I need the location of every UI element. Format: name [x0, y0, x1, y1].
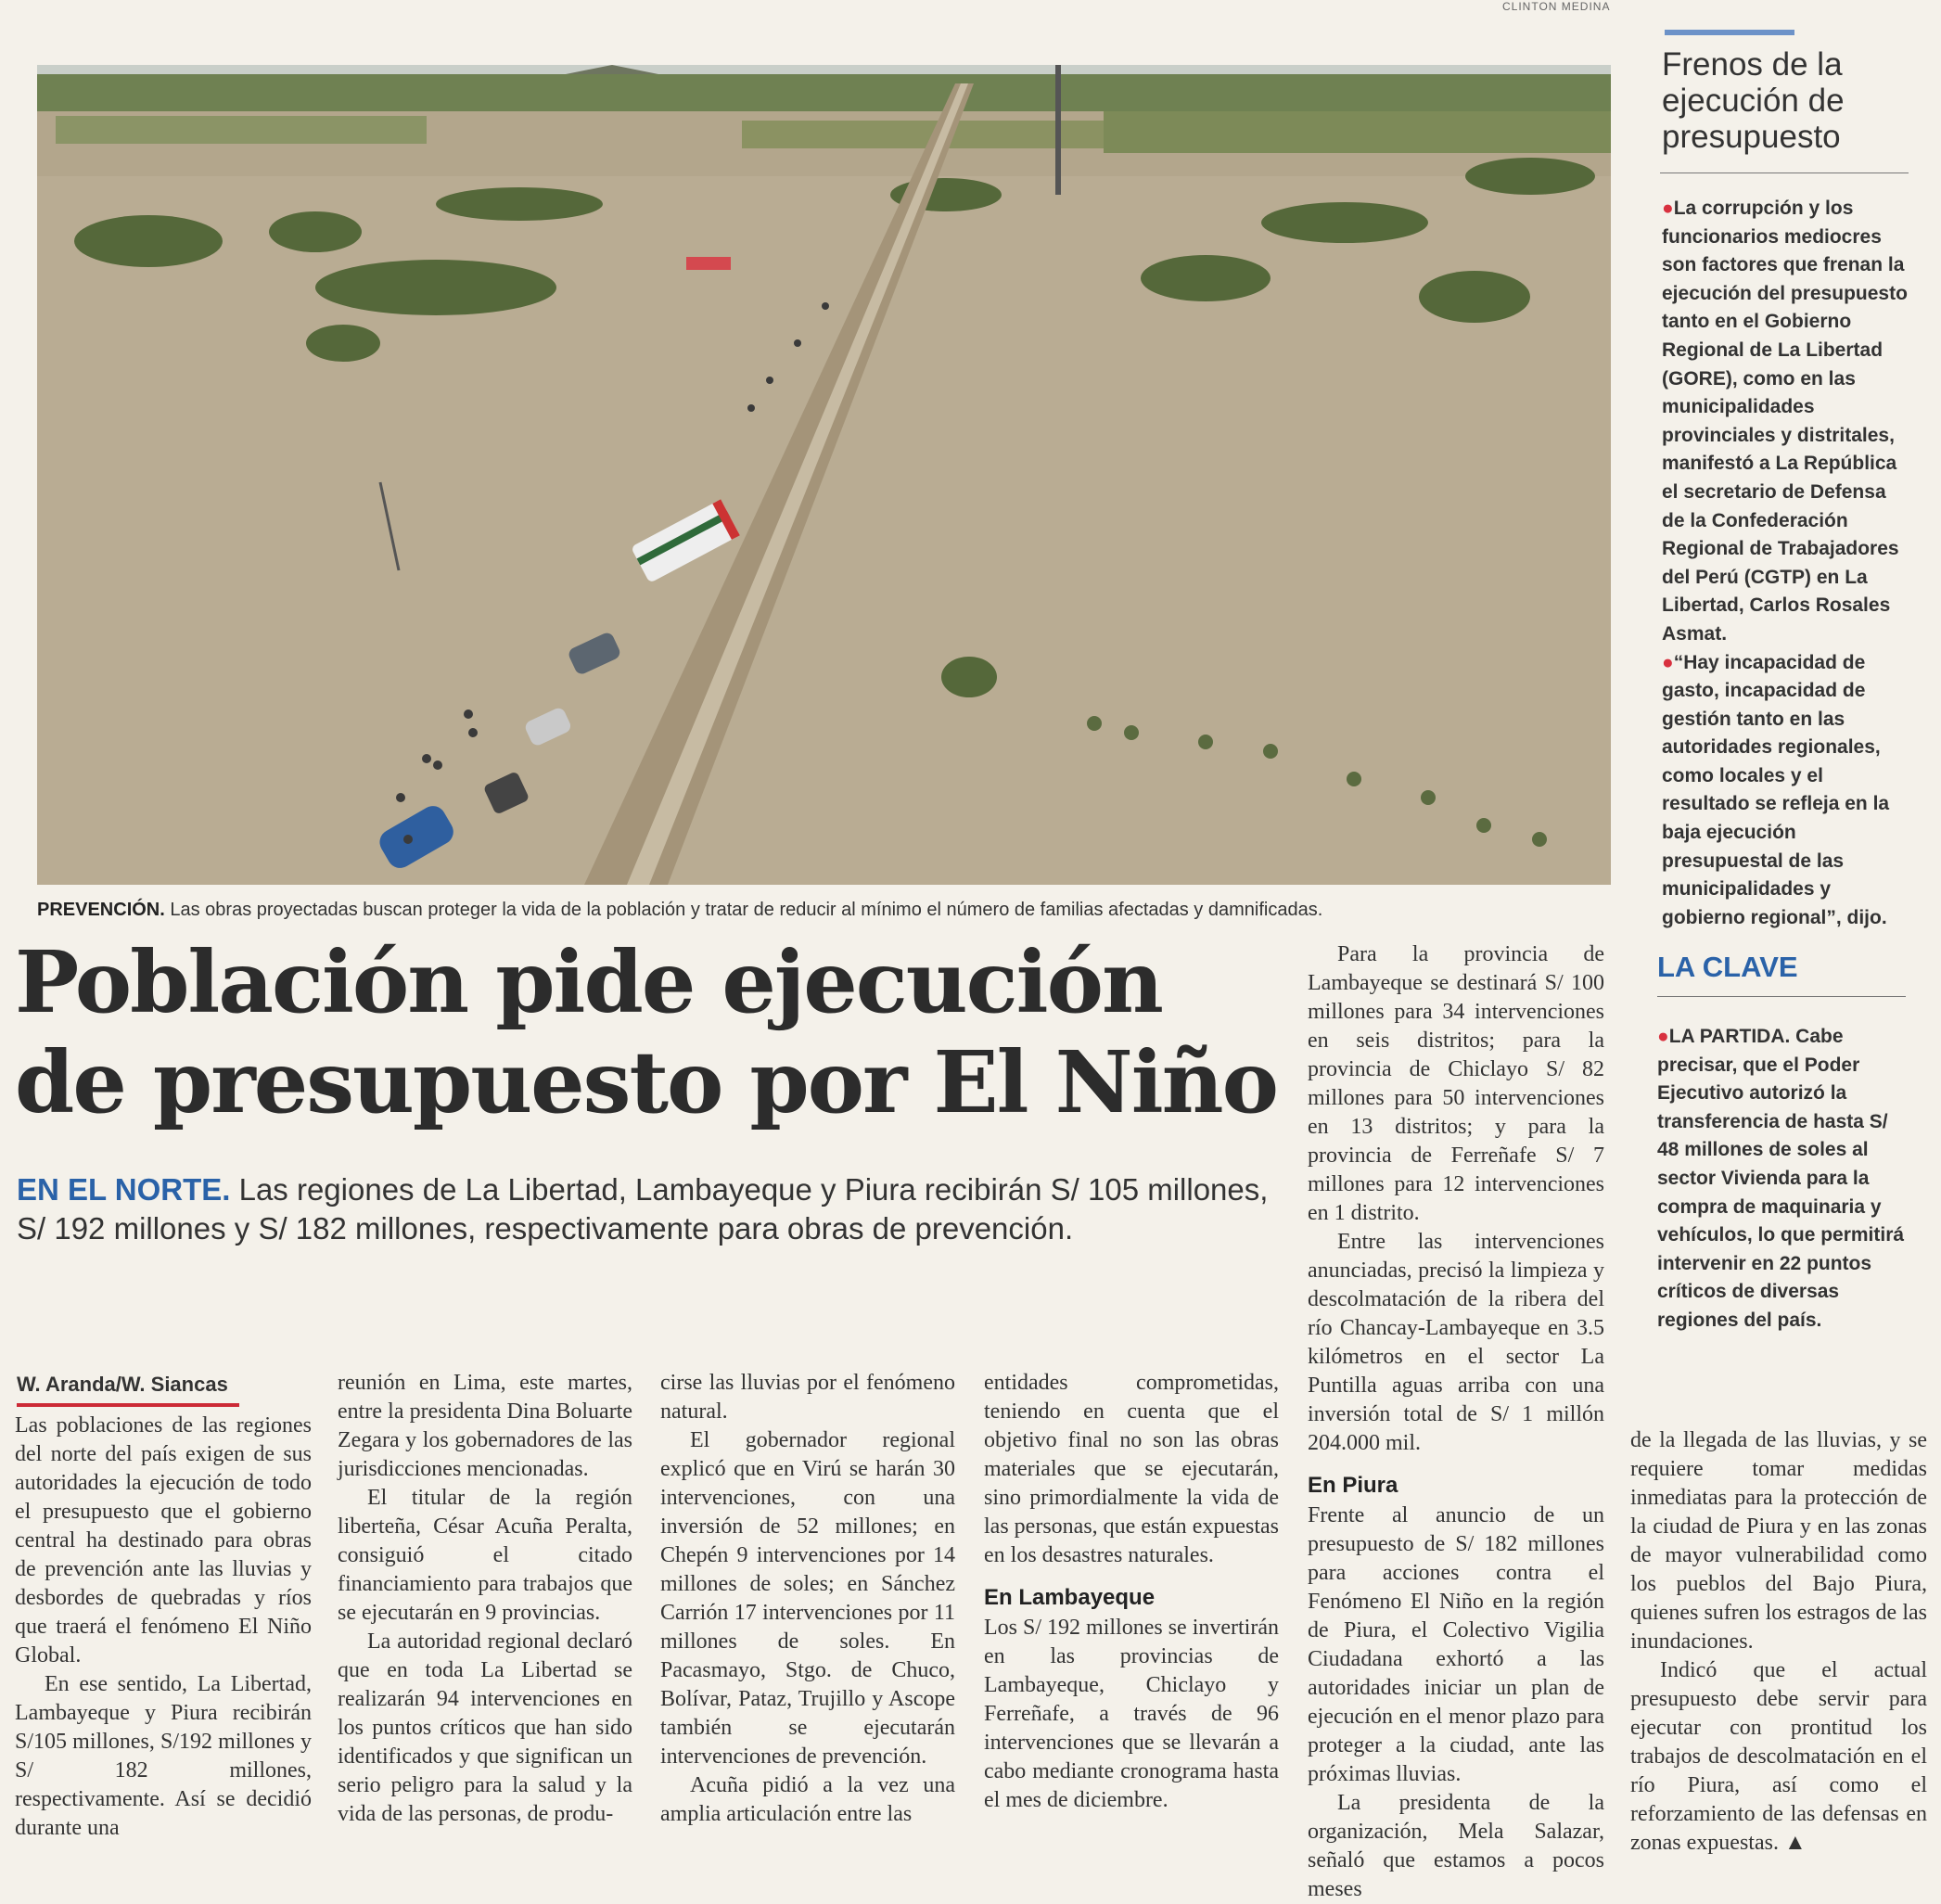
end-mark-icon: ▲: [1783, 1831, 1807, 1855]
sidebar-bullet: [1662, 649, 1910, 933]
sidebar-bullet: [1662, 195, 1910, 649]
bullet-icon: ●: [1662, 198, 1674, 219]
paragraph: Las poblaciones de las regiones del norte del país exigen de sus autoridades la ejecución de todo el presupuesto que el gobierno central ha destinado para obras de prevención ante las lluvias y desbordes de quebradas y ríos que traerá el fenómeno El Niño Global.: [15, 1413, 312, 1668]
article-column-2: [338, 1369, 632, 1829]
sidebar-title: Frenos de la ejecución de presupuesto: [1662, 46, 1845, 155]
paragraph: reunión en Lima, este martes, entre la presidenta Dina Boluarte Zegara y los gobernadores de las jurisdicciones mencionadas.: [338, 1371, 632, 1481]
section-heading-lambayeque: En Lambayeque: [984, 1585, 1156, 1610]
byline: W. Aranda/W. Siancas: [17, 1373, 228, 1396]
caption-text: Las obras proyectadas buscan proteger la vida de la población y tratar de reducir al mínimo el número de familias afectadas y damnificadas.: [164, 900, 1323, 920]
byline-rule: [17, 1403, 239, 1407]
paragraph: Frente al anuncio de un presupuesto de S/ 182 millones para acciones contra el Fenómeno El Niño en la región de Piura, el Colectivo Vigilia Ciudadana exhortó a las autoridades iniciar un plan de ejecución en el menor plazo para proteger a la ciudad, ante las próximas lluvias.: [1308, 1503, 1604, 1786]
article-column-1: [15, 1412, 312, 1843]
sidebar-bullet-text: “Hay incapacidad de gasto, incapacidad de gestión tanto en las autoridades regionales, como locales y el resultado se refleja en la baja ejecución presupuestal de las municipalidades y gobierno regional”, dijo.: [1662, 651, 1890, 928]
paragraph: El titular de la región liberteña, César Acuña Peralta, consiguió el citado financiamiento para trabajos que se ejecutarán en 9 provincias.: [338, 1486, 632, 1625]
section-heading-piura: En Piura: [1308, 1473, 1398, 1498]
paragraph: La autoridad regional declaró que en toda La Libertad se realizarán 94 intervenciones en los puntos críticos que han sido identificados y que significan un serio peligro para la salud y la vida de las personas, de produ-: [338, 1629, 632, 1826]
paragraph: entidades comprometidas, teniendo en cuenta que el objetivo final no son las obras materiales que se ejecutarán, sino primordialmente la vida de las personas, que están expuestas en los desastres naturales.: [984, 1371, 1279, 1567]
paragraph: cirse las lluvias por el fenómeno natural.: [660, 1371, 955, 1424]
paragraph-text: Indicó que el actual presupuesto debe servir para ejecutar con prontitud los trabajos de descolmatación en el río Piura, así como el reforzamiento de las defensas en zonas expuestas.: [1630, 1658, 1927, 1855]
la-clave-text: Cabe precisar, que el Poder Ejecutivo autorizó la transferencia de hasta S/ 48 millones de soles al sector Vivienda para la compra de maquinaria y vehículos, lo que permitirá intervenir en 22 puntos críticos de diversas regiones del país.: [1657, 1026, 1905, 1331]
paragraph: Acuña pidió a la vez una amplia articulación entre las: [660, 1773, 955, 1826]
la-clave-bullet: [1657, 1023, 1906, 1335]
article-column-5: [1308, 940, 1604, 1904]
la-clave-body: [1657, 1023, 1906, 1335]
headline: [15, 932, 1295, 1132]
headline-line-1: Población pide ejecución: [15, 932, 1162, 1032]
paragraph: En ese sentido, La Libertad, Lambayeque y Piura recibirán S/105 millones, S/192 millones y S/ 182 millones, respectivamente. Así se decidió durante una: [15, 1672, 312, 1840]
la-clave-lead: LA PARTIDA.: [1668, 1026, 1791, 1047]
sidebar-bullet-text: La corrupción y los funcionarios mediocres son factores que frenan la ejecución del presupuesto tanto en el Gobierno Regional de La Libertad (GORE), como en las municipalidades provinciales y distritales, manifestó a La República el secretario de Defensa de la Confederación Regional de Trabajadores del Perú (CGTP) en La Libertad, Carlos Rosales Asmat.: [1662, 198, 1908, 645]
photo-caption: [37, 900, 1614, 921]
paragraph: [1630, 1656, 1927, 1858]
paragraph: El gobernador regional explicó que en Virú se harán 30 intervenciones, con una inversión de 52 millones; en Chepén 9 intervenciones por 14 millones de soles; en Sánchez Carrión 17 intervenciones por 11 millones de soles. En Pacasmayo, Stgo. de Chuco, Bolívar, Pataz, Trujillo y Ascope también se ejecutarán intervenciones de prevención.: [660, 1428, 955, 1769]
flood-photo: [37, 65, 1611, 885]
la-clave-heading: LA CLAVE: [1657, 951, 1798, 983]
paragraph: de la llegada de las lluvias, y se requiere tomar medidas inmediatas para la protección de la ciudad de Piura y en las zonas de mayor vulnerabilidad como los pueblos del Bajo Piura, quienes sufren los estragos de las inundaciones.: [1630, 1428, 1927, 1654]
subhead-kicker: EN EL NORTE.: [17, 1172, 231, 1207]
article-column-6: [1630, 1426, 1927, 1858]
la-clave-divider: [1657, 996, 1906, 997]
paragraph: Los S/ 192 millones se invertirán en las provincias de Lambayeque, Chiclayo y Ferreñafe, a través de 96 intervenciones que se llevarán a cabo mediante cronograma hasta el mes de diciembre.: [984, 1616, 1279, 1812]
article-column-3: [660, 1369, 955, 1829]
photo-credit: CLINTON MEDINA: [1502, 0, 1611, 13]
paragraph: La presidenta de la organización, Mela Salazar, señaló que estamos a pocos meses: [1308, 1791, 1604, 1901]
sidebar-body: [1662, 195, 1910, 932]
flood-photo-illustration: [37, 65, 1611, 885]
subhead-text: Las regiones de La Libertad, Lambayeque y Piura recibirán S/ 105 millones, S/ 192 millones y S/ 182 millones, respectivamente para obras de prevención.: [17, 1172, 1269, 1246]
bullet-icon: ●: [1657, 1026, 1669, 1047]
sidebar-accent-rule: [1665, 30, 1794, 35]
subheadline: [17, 1170, 1287, 1248]
caption-lead: PREVENCIÓN.: [37, 900, 165, 920]
paragraph: Para la provincia de Lambayeque se destinará S/ 100 millones para 34 intervenciones en seis distritos; para la provincia de Chiclayo S/ 82 millones para 50 intervenciones en 13 distritos; y para la provincia de Ferreñafe S/ 7 millones para 12 intervenciones en 1 distrito.: [1308, 942, 1604, 1225]
bullet-icon: ●: [1662, 651, 1674, 673]
headline-line-2: de presupuesto por El Niño: [15, 1032, 1277, 1132]
paragraph: Entre las intervenciones anunciadas, precisó la limpieza y descolmatación de la ribera del río Chancay-Lambayeque en 3.5 kilómetros en el sector La Puntilla aguas arriba con una inversión total de S/ 1 millón 204.000 mil.: [1308, 1230, 1604, 1455]
article-column-4: [984, 1369, 1279, 1815]
